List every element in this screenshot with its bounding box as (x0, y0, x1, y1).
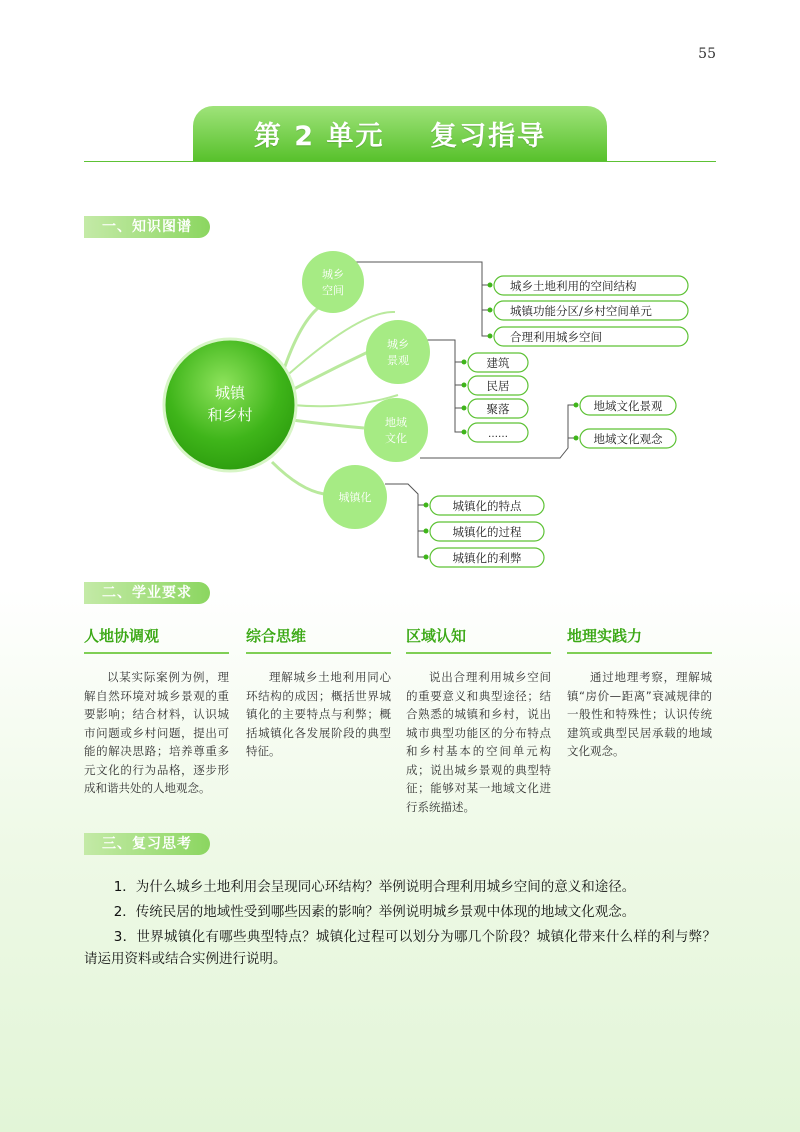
node-urbanization-label: 城镇化 (338, 491, 372, 504)
node-culture-line2: 文化 (385, 432, 407, 445)
center-label-line1: 城镇 (214, 384, 246, 402)
urbanization-item-2: 城镇化的过程 (452, 525, 522, 539)
center-node (164, 339, 296, 471)
landscape-item-1: 建筑 (486, 356, 510, 370)
node-space-line1: 城乡 (322, 268, 344, 281)
culture-item-1: 地域文化景观 (593, 399, 663, 413)
literacy-column-practice (567, 625, 712, 761)
literacy-head: 区域认知 (406, 625, 551, 654)
node-urban-rural-landscape (366, 320, 430, 384)
urbanization-items (424, 496, 545, 567)
landscape-item-4: …… (488, 429, 508, 440)
landscape-items (462, 353, 529, 442)
node-landscape-line1: 城乡 (387, 338, 409, 351)
literacy-body: 理解城乡土地利用同心环结构的成因；概括世界城镇化的主要特点与利弊；概括城镇化各发展阶段的典型特征。 (246, 670, 391, 758)
review-question-3: 3．世界城镇化有哪些典型特点？城镇化过程可以划分为哪几个阶段？城镇化带来什么样的利与弊？请运用资料或结合实例进行说明。 (84, 929, 716, 967)
section-tag-requirements: 二、学业要求 (84, 582, 210, 604)
literacy-column-integrated-thinking (246, 625, 391, 761)
literacy-body: 以某实际案例为例，理解自然环境对城乡景观的重要影响；结合材料，认识城市问题或乡村问题，提出可能的解决思路；培养尊重多元文化的行为品格，逐步形成和谐共处的人地观念。 (84, 670, 229, 795)
space-item-3: 合理利用城乡空间 (510, 330, 602, 344)
literacy-body: 说出合理利用城乡空间的重要意义和典型途径；结合熟悉的城镇和乡村，说出城市典型功能区的分布特点和乡村基本的空间单元构成；说出城乡景观的典型特征；能够对某一地域文化进行系统描述。 (406, 670, 551, 814)
urbanization-item-3: 城镇化的利弊 (452, 551, 522, 565)
landscape-item-2: 民居 (486, 379, 510, 393)
landscape-item-3: 聚落 (486, 402, 510, 416)
literacy-body: 通过地理考察，理解城镇“房价—距离”衰减规律的一般性和特殊性；认识传统建筑或典型民居承载的地域文化观念。 (567, 670, 712, 758)
literacy-column-human-earth (84, 625, 229, 798)
space-item-1: 城乡土地利用的空间结构 (510, 279, 637, 293)
section-tag-review: 三、复习思考 (84, 833, 210, 855)
node-space-line2: 空间 (322, 284, 344, 297)
unit-title-banner (193, 106, 607, 161)
node-regional-culture (364, 398, 428, 462)
literacy-head: 综合思维 (246, 625, 391, 654)
literacy-head: 地理实践力 (567, 625, 712, 654)
center-label-line2: 和乡村 (207, 406, 253, 424)
literacy-column-regional-cognition (406, 625, 551, 816)
node-culture-line1: 地域 (385, 416, 407, 429)
node-landscape-line2: 景观 (387, 354, 409, 367)
space-items (488, 276, 689, 346)
urbanization-item-1: 城镇化的特点 (452, 499, 522, 513)
literacy-head: 人地协调观 (84, 625, 229, 654)
review-question-2: 2．传统民居的地域性受到哪些因素的影响？举例说明城乡景观中体现的地域文化观念。 (113, 904, 636, 920)
page-number: 55 (698, 46, 716, 62)
culture-item-2: 地域文化观念 (593, 432, 663, 446)
culture-items (574, 396, 677, 448)
title-rule (84, 161, 716, 162)
node-urban-rural-space (302, 251, 364, 313)
section-tag-knowledge-map: 一、知识图谱 (84, 216, 210, 238)
review-questions (84, 876, 716, 973)
unit-title: 第 2 单元 复习指导 (253, 121, 547, 152)
review-question-1: 1．为什么城乡土地利用会呈现同心环结构？举例说明合理利用城乡空间的意义和途径。 (113, 879, 636, 895)
space-item-2: 城镇功能分区/乡村空间单元 (510, 304, 652, 318)
